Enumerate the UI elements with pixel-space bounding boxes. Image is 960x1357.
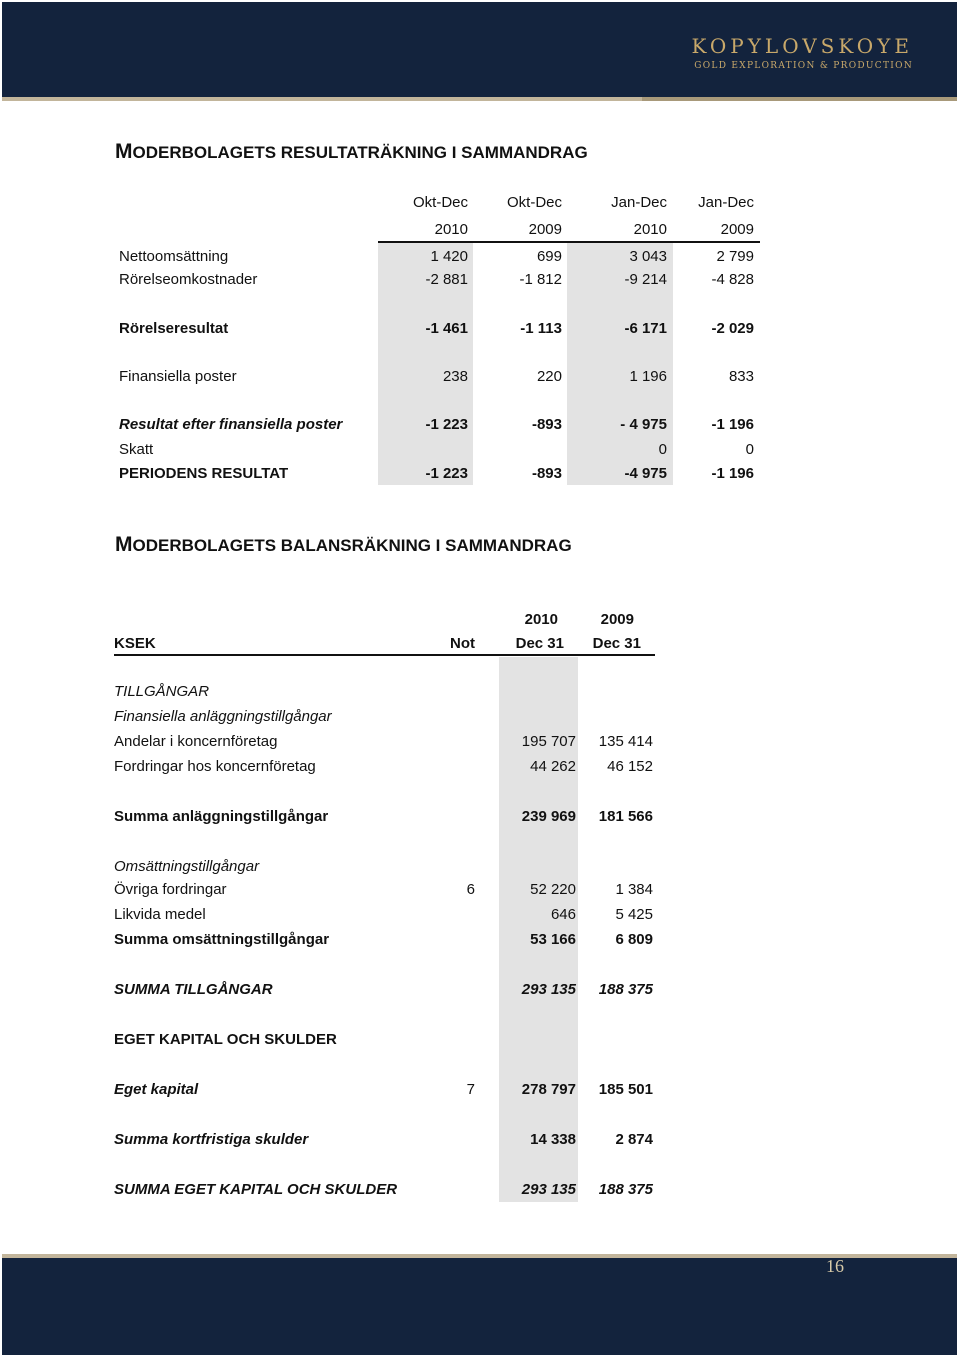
balance-row-value-2010: 646 [550, 906, 576, 923]
income-col-header-year: 2009 [720, 221, 754, 238]
balance-row-label: SUMMA EGET KAPITAL OCH SKULDER [114, 1181, 398, 1198]
income-row-label: Rörelseresultat [119, 320, 229, 337]
balance-title [115, 533, 572, 557]
balance-row-label: TILLGÅNGAR [114, 683, 210, 700]
income-row-value: -4 828 [711, 271, 754, 288]
income-row-value: -1 223 [425, 416, 468, 433]
balance-header-not: Not [450, 635, 475, 652]
income-title-initial: M [115, 140, 133, 163]
balance-row-value-2010: 293 135 [521, 1181, 576, 1198]
income-row-value: -1 113 [520, 320, 562, 337]
income-col-header-period: Okt-Dec [506, 194, 562, 211]
income-row-value: -1 461 [425, 320, 468, 337]
income-row-label: Nettoomsättning [119, 248, 229, 265]
income-row-value: -4 975 [624, 465, 667, 482]
income-row-value: -893 [531, 416, 562, 433]
balance-row-label: EGET KAPITAL OCH SKULDER [114, 1031, 337, 1048]
income-row-value: 238 [442, 368, 468, 385]
income-col-header-year: 2009 [528, 221, 562, 238]
balance-row-value-2009: 181 566 [598, 808, 653, 825]
income-col-header-period: Jan-Dec [611, 194, 667, 211]
balance-header-rule [114, 654, 655, 656]
income-row-label: Skatt [119, 441, 154, 458]
balance-row-label: Finansiella anläggningstillgångar [114, 708, 332, 725]
logo-main-text: KOPYLOVSKOYE [691, 34, 913, 58]
income-row-value: 1 196 [629, 368, 667, 385]
balance-row-value-2010: 278 797 [521, 1081, 576, 1098]
header-bar [2, 2, 957, 97]
income-row-label: Finansiella poster [119, 368, 237, 385]
balance-row-value-2010: 14 338 [530, 1131, 576, 1148]
income-row-label: Resultat efter finansiella poster [119, 416, 343, 433]
income-row-value: 220 [536, 368, 562, 385]
balance-row-value-2010: 53 166 [530, 931, 576, 948]
income-row-value: -2 029 [711, 320, 754, 337]
balance-title-initial: M [115, 533, 133, 556]
income-title [115, 140, 588, 164]
balance-col-header-date: Dec 31 [592, 635, 641, 652]
balance-row-value-2009: 135 414 [598, 733, 653, 750]
balance-title-rest: ODERBOLAGETS BALANSRÄKNING I SAMMANDRAG [132, 536, 572, 555]
header-divider-accent [642, 97, 957, 101]
balance-row-value-2010: 293 135 [521, 981, 576, 998]
income-row-value: 0 [658, 441, 667, 458]
page-number: 16 [826, 1256, 844, 1276]
income-row-value: -1 196 [711, 416, 754, 433]
balance-row-label: Eget kapital [114, 1081, 199, 1098]
income-row-value: - 4 975 [620, 416, 667, 433]
income-row-value: -6 171 [624, 320, 667, 337]
balance-row-value-2010: 52 220 [530, 881, 576, 898]
income-col-header-period: Jan-Dec [698, 194, 754, 211]
balance-col-header-date: Dec 31 [515, 635, 564, 652]
income-row-value: 2 799 [716, 248, 754, 265]
balance-col-header-year: 2010 [524, 611, 558, 628]
balance-row-value-2010: 239 969 [521, 808, 576, 825]
income-row-value: -1 812 [519, 271, 562, 288]
balance-row-value-2009: 188 375 [598, 1181, 653, 1198]
balance-row-label: Summa anläggningstillgångar [114, 808, 329, 825]
balance-row-value-2009: 1 384 [615, 881, 653, 898]
balance-row-label: Övriga fordringar [114, 881, 227, 898]
balance-row-value-2010: 195 707 [521, 733, 576, 750]
income-row-value: -893 [531, 465, 562, 482]
income-row-value: -2 881 [425, 271, 468, 288]
income-row-label: PERIODENS RESULTAT [119, 465, 289, 482]
balance-row-label: Fordringar hos koncernföretag [114, 758, 316, 775]
income-col-header-year: 2010 [633, 221, 667, 238]
balance-row-label: Likvida medel [114, 906, 206, 923]
income-row-value: 1 420 [430, 248, 468, 265]
income-row-value: 0 [745, 441, 754, 458]
balance-row-value-2010: 44 262 [530, 758, 576, 775]
balance-row-value-2009: 5 425 [615, 906, 653, 923]
balance-row-note: 6 [466, 881, 475, 898]
income-row-value: 833 [728, 368, 754, 385]
income-row-value: -1 196 [711, 465, 754, 482]
income-col-header-period: Okt-Dec [412, 194, 468, 211]
balance-row-note: 7 [466, 1081, 475, 1098]
income-row-label: Rörelseomkostnader [119, 271, 258, 288]
company-logo [691, 34, 913, 72]
balance-header-ksek: KSEK [114, 635, 156, 652]
income-header-rule [378, 241, 760, 243]
income-col-header-year: 2010 [434, 221, 468, 238]
balance-row-label: Omsättningstillgångar [114, 858, 260, 875]
footer-bar [2, 1258, 957, 1355]
income-row-value: -1 223 [425, 465, 468, 482]
balance-row-value-2009: 46 152 [607, 758, 653, 775]
balance-col-header-year: 2009 [600, 611, 634, 628]
income-row-value: -9 214 [624, 271, 667, 288]
income-row-value: 3 043 [629, 248, 667, 265]
balance-row-label: SUMMA TILLGÅNGAR [114, 981, 273, 998]
income-row-value: 699 [536, 248, 562, 265]
balance-row-label: Summa kortfristiga skulder [114, 1131, 309, 1148]
balance-row-value-2009: 2 874 [615, 1131, 653, 1148]
balance-row-value-2009: 6 809 [615, 931, 653, 948]
balance-row-value-2009: 188 375 [598, 981, 653, 998]
balance-row-value-2009: 185 501 [598, 1081, 653, 1098]
balance-row-label: Andelar i koncernföretag [114, 733, 278, 750]
income-title-rest: ODERBOLAGETS RESULTATRÄKNING I SAMMANDRAG [132, 143, 588, 162]
logo-sub-text: GOLD EXPLORATION & PRODUCTION [694, 61, 913, 71]
balance-row-label: Summa omsättningstillgångar [114, 931, 330, 948]
